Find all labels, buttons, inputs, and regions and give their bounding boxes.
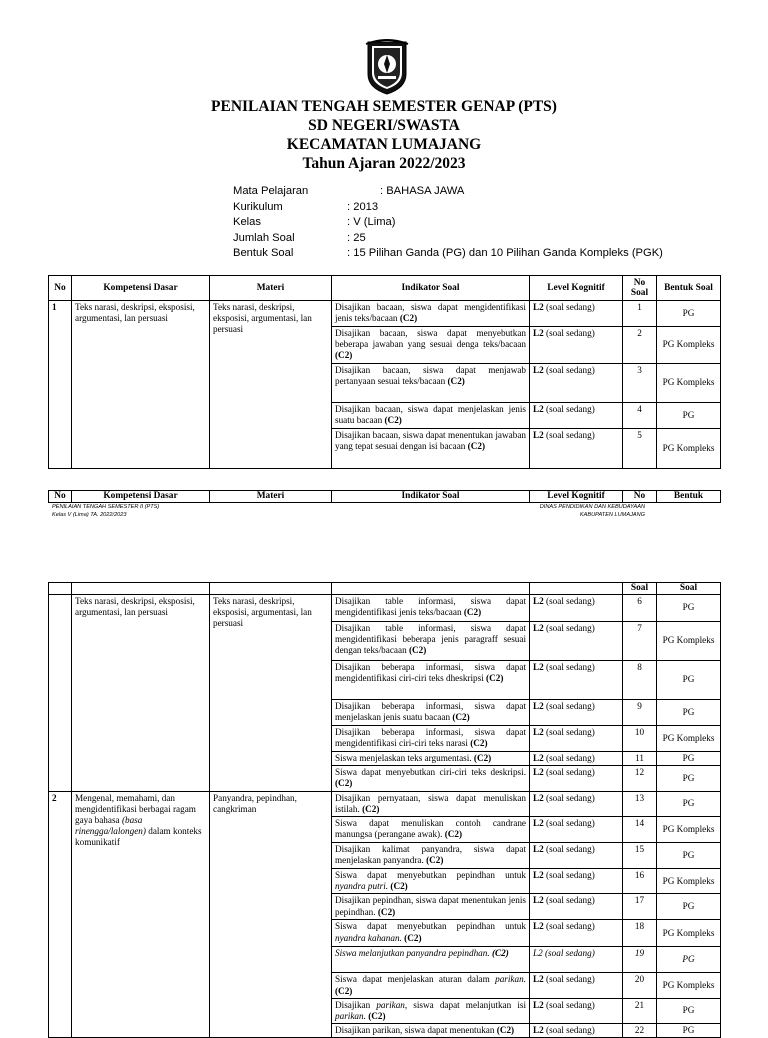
level-text: (soal sedang) [546,870,595,881]
indicator-text: Disajikan kalimat panyandra, siswa dapat menjelaskan panyandra. [335,844,526,866]
question-number-cell: 17 [623,894,657,920]
indicator-text: Siswa dapat menyebutkan ciri-ciri teks deskripsi. [335,767,526,778]
level-cell [530,791,623,816]
level-code: L2 [533,328,544,338]
level-code: L2 [533,753,544,763]
question-form-cell: PG [657,766,721,791]
question-number-cell: 11 [623,752,657,766]
level-text: (soal sedang) [546,701,595,711]
cognitive-code: (C2) [368,1011,386,1022]
question-form-cell: PG [657,403,721,429]
indicator-cell [332,700,530,726]
document-title-block [0,97,768,173]
indicator-text: Siswa dapat menuliskan contoh candrane manungsa (perangane awak). [335,818,526,840]
level-code: L2 [533,974,544,985]
header-kd: Kompetensi Dasar [72,276,210,301]
cognitive-code: (C2) [491,948,509,959]
question-form-cell: PG [657,700,721,726]
level-code: L2 [533,596,544,606]
competency-text: Mengenal, memahami, dan mengidentifikasi berbagai ragam gaya bahasa [75,792,196,826]
indicator-text: Disajikan pepindhan, siswa dapat menentukan jenis pepindhan. [335,895,526,917]
question-form-cell: PG Kompleks [657,973,721,998]
level-text: (soal sedang) [546,792,595,803]
level-text: (soal sedang) [546,753,595,763]
level-cell [530,622,623,661]
cognitive-code: (C2) [408,645,427,656]
level-text: (soal sedang) [546,662,595,672]
t2-header-indikator [332,583,530,595]
level-text: (soal sedang) [546,999,595,1010]
info-label-question-count: Jumlah Soal [233,231,295,244]
question-number-cell: 2 [623,327,657,364]
level-cell [530,726,623,752]
info-label-class: Kelas [233,216,261,229]
question-form-cell: PG [657,998,721,1023]
strip-materi: Materi [210,491,332,503]
question-number-cell: 16 [623,869,657,894]
level-code: L2 [533,1025,544,1036]
level-code: L2 [533,844,544,855]
info-value-curriculum: : 2013 [347,200,379,213]
title-line-3: KECAMATAN LUMAJANG [286,136,482,153]
cognitive-code: (C2) [463,607,482,618]
indicator-cell [332,817,530,843]
level-cell [530,998,623,1023]
table-row [49,301,721,327]
footer-left-line-2: Kelas V (Lima) TA. 2022/2023 [52,511,127,518]
lumajang-emblem-logo [364,38,410,96]
cognitive-code: (C2) [335,985,353,996]
level-cell [530,595,623,622]
question-number-cell: 19 [623,947,657,973]
indicator-cell [332,766,530,791]
indicator-cell [332,791,530,816]
indicator-text: Disajikan beberapa informasi, siswa dapat menjelaskan jenis suatu bacaan [335,701,526,723]
header-no: No [49,276,72,301]
competency-text: dalam konteks komunikatif [75,826,202,848]
indicator-cell [332,364,530,403]
question-number-cell: 6 [623,595,657,622]
level-cell [530,301,623,327]
question-form-cell: PG Kompleks [657,327,721,364]
cognitive-code: (C2) [470,738,488,749]
cognitive-code: (C2) [452,712,470,723]
level-code: L2 [533,365,544,375]
level-text: (soal sedang) [546,767,595,778]
indicator-cell [332,726,530,752]
info-label-question-form: Bentuk Soal [233,247,294,260]
question-grid-table-1 [48,275,721,469]
cognitive-code: (C2) [384,415,402,426]
indicator-cell [332,973,530,998]
question-form-cell: PG Kompleks [657,429,721,469]
indicator-cell [332,301,530,327]
strip-kd: Kompetensi Dasar [72,491,210,503]
cognitive-code: (C2) [444,829,463,840]
question-form-cell: PG Kompleks [657,726,721,752]
question-number-cell: 10 [623,726,657,752]
level-code: L2 [533,870,544,881]
material-cell: Teks narasi, deskripsi, eksposisi, argumentasi, lan persuasi [210,301,332,469]
level-code: L2 [533,302,544,312]
question-number-cell: 22 [623,1024,657,1038]
strip-no-soal: No [623,491,657,503]
info-label-curriculum: Kurikulum [233,200,283,213]
question-number-cell: 21 [623,998,657,1023]
indicator-cell [332,869,530,894]
cognitive-code: (C2) [496,1025,515,1036]
question-number-cell: 1 [623,301,657,327]
level-text: L2 (soal sedang) [533,948,595,959]
indicator-cell [332,661,530,700]
level-code: L2 [533,430,544,440]
indicator-cell [332,595,530,622]
level-text: (soal sedang) [546,974,595,985]
level-text: (soal sedang) [546,921,595,932]
info-value-question-count: : 25 [347,231,366,244]
indicator-italic-text: nyandra putri. [335,881,389,892]
level-cell [530,894,623,920]
indicator-cell [332,843,530,869]
t2-header-kd [72,583,210,595]
t2-header-materi [210,583,332,595]
indicator-italic-text: parikan [376,999,405,1010]
footer-left-line-1: PENILAIAN TENGAH SEMESTER II (PTS) [52,504,160,510]
question-form-cell: PG Kompleks [657,869,721,894]
row-number-cell: 2 [49,791,72,1038]
level-cell [530,1024,623,1038]
level-text: (soal sedang) [546,430,595,440]
level-text: (soal sedang) [546,365,595,375]
question-form-cell: PG [657,752,721,766]
level-cell [530,973,623,998]
level-cell [530,429,623,469]
indicator-cell [332,622,530,661]
competency-text: (basa rinengga/lalongen) [75,815,146,837]
indicator-text: , siswa dapat melanjutkan isi [404,999,526,1010]
header-no-soal: No Soal [623,276,657,301]
indicator-text: Disajikan bacaan, siswa dapat menjawab pertanyaan sesuai teks/bacaan [335,365,526,387]
indicator-italic-text: parikan. [495,974,526,985]
cognitive-code: (C2) [362,803,380,814]
level-cell [530,661,623,700]
strip-bentuk: Bentuk [657,491,721,503]
indicator-cell [332,403,530,429]
question-number-cell: 3 [623,364,657,403]
question-grid-table-2 [48,582,721,1038]
cognitive-code: (C2) [473,753,492,763]
t2-header-no [49,583,72,595]
indicator-italic-text: nyandra kahanan. [335,932,402,943]
level-text: (soal sedang) [546,1025,595,1036]
indicator-cell [332,947,530,973]
level-code: L2 [533,701,544,711]
level-cell [530,327,623,364]
strip-level: Level Kognitif [530,491,623,503]
question-number-cell: 9 [623,700,657,726]
indicator-text: Disajikan table informasi, siswa dapat mengidentifikasi beberapa jenis paragraff sesuai dengan teks/bacaan [335,623,526,656]
question-form-cell: PG [657,661,721,700]
table2-header-row [49,583,721,595]
level-text: (soal sedang) [546,727,595,737]
level-cell [530,364,623,403]
level-cell [530,700,623,726]
table-row [49,595,721,622]
table-row [49,791,721,816]
cognitive-code: (C2) [447,376,465,387]
question-form-cell: PG [657,843,721,869]
indicator-text: Siswa dapat menyebutkan pepindhan untuk [335,870,526,881]
level-text: (soal sedang) [546,623,595,633]
question-number-cell: 14 [623,817,657,843]
question-form-cell: PG Kompleks [657,364,721,403]
info-value-question-form: : 15 Pilihan Ganda (PG) dan 10 Pilihan Ganda Kompleks (PGK) [347,247,663,260]
level-cell [530,843,623,869]
cognitive-code: (C2) [335,350,353,361]
cognitive-code: (C2) [467,441,486,452]
question-form-cell: PG Kompleks [657,817,721,843]
indicator-text: Disajikan bacaan, siswa dapat mengidentifikasi jenis teks/bacaan [335,302,526,324]
level-code: L2 [533,921,544,932]
indicator-text: Disajikan bacaan, siswa dapat menjelaskan jenis suatu bacaan [335,404,526,426]
cognitive-code: (C2) [390,881,408,892]
t2-header-level [530,583,623,595]
indicator-text: Disajikan bacaan, siswa dapat menyebutkan beberapa jawaban yang sesuai denga teks/bacaan [335,328,526,350]
question-number-cell: 18 [623,920,657,947]
level-text: (soal sedang) [546,818,595,829]
level-code: L2 [533,662,544,672]
indicator-cell [332,998,530,1023]
question-form-cell: PG [657,894,721,920]
competency-cell: Teks narasi, deskripsi, eksposisi, argumentasi, lan persuasi [72,301,210,469]
footer-right-line-2: KABUPATEN LUMAJANG [579,511,645,518]
indicator-cell [332,429,530,469]
competency-cell [72,791,210,1038]
competency-cell: Teks narasi, deskripsi, eksposisi, argumentasi, lan persuasi [72,595,210,792]
header-materi: Materi [210,276,332,301]
title-line-2: SD NEGERI/SWASTA [308,117,460,134]
table-header-row [49,276,721,301]
indicator-cell [332,920,530,947]
level-cell [530,869,623,894]
indicator-text: Siswa dapat menjelaskan aturan dalam [335,974,496,985]
question-form-cell: PG [657,947,721,973]
indicator-text: Disajikan [335,999,377,1010]
question-number-cell: 15 [623,843,657,869]
level-code: L2 [533,767,544,778]
question-number-cell: 5 [623,429,657,469]
level-cell [530,752,623,766]
indicator-text: Disajikan parikan, siswa dapat menentukan [335,1025,495,1036]
info-value-subject: : BAHASA JAWA [380,185,465,197]
level-text: (soal sedang) [546,328,595,338]
level-text: (soal sedang) [546,844,595,855]
level-text: (soal sedang) [546,302,595,312]
level-code: L2 [533,999,544,1010]
info-label-subject: Mata Pelajaran [233,185,309,197]
t2-header-soal: Soal [623,583,657,595]
question-form-cell: PG Kompleks [657,920,721,947]
level-cell [530,947,623,973]
footer-right-line-1: DINAS PENDIDIKAN DAN KEBUDAYAAN [539,504,645,510]
cognitive-code: (C2) [486,673,504,684]
material-cell: Panyandra, pepindhan, cangkriman [210,791,332,1038]
indicator-text: Siswa menjelaskan teks argumentasi. [335,753,472,763]
question-form-cell: PG [657,791,721,816]
footer-left [52,504,159,519]
level-code: L2 [533,818,544,829]
level-text: (soal sedang) [546,895,595,906]
indicator-text: Disajikan beberapa informasi, siswa dapat mengidentifikasi ciri-ciri teks dheskripsi [335,662,526,684]
indicator-text: Disajikan beberapa informasi, siswa dapat mengidentifikasi ciri-ciri teks narasi [335,727,526,749]
cognitive-code: (C2) [335,778,353,789]
question-number-cell: 12 [623,766,657,791]
question-form-cell: PG [657,301,721,327]
question-number-cell: 4 [623,403,657,429]
cognitive-code: (C2) [377,906,396,917]
level-code: L2 [533,404,544,414]
info-value-class: : V (Lima) [347,216,396,229]
strip-indikator: Indikator Soal [332,491,530,503]
level-code: L2 [533,623,544,633]
footer-right [511,504,645,519]
indicator-italic-text: parikan. [335,1011,366,1022]
level-text: (soal sedang) [546,596,595,606]
header-bentuk: Bentuk Soal [657,276,721,301]
material-cell: Teks narasi, deskripsi, eksposisi, argumentasi, lan persuasi [210,595,332,792]
cognitive-code: (C2) [404,932,422,943]
level-code: L2 [533,727,544,737]
header-level: Level Kognitif [530,276,623,301]
level-cell [530,403,623,429]
indicator-text: Siswa dapat menyebutkan pepindhan untuk [335,921,526,932]
cognitive-code: (C2) [426,855,444,866]
indicator-text: Disajikan bacaan, siswa dapat menentukan jawaban yang tepat sesuai dengan isi bacaan [335,430,526,452]
level-cell [530,920,623,947]
level-text: (soal sedang) [546,404,595,414]
row-number-cell [49,595,72,792]
strip-no: No [49,491,72,503]
question-number-cell: 13 [623,791,657,816]
repeated-header-strip [48,490,721,503]
row-number-cell: 1 [49,301,72,469]
indicator-cell [332,752,530,766]
question-number-cell: 7 [623,622,657,661]
indicator-cell [332,1024,530,1038]
level-cell [530,766,623,791]
level-code: L2 [533,792,544,803]
title-line-4: Tahun Ajaran 2022/2023 [302,155,466,172]
indicator-text: Disajikan pernyataan, siswa dapat menuliskan istilah. [335,792,526,814]
indicator-text: Siswa melanjutkan panyandra pepindhan. [335,948,490,959]
header-indikator: Indikator Soal [332,276,530,301]
indicator-text: Disajikan table informasi, siswa dapat mengidentifikasi jenis teks/bacaan [335,596,526,618]
indicator-cell [332,894,530,920]
indicator-cell [332,327,530,364]
level-cell [530,817,623,843]
level-code: L2 [533,895,544,906]
question-form-cell: PG [657,1024,721,1038]
question-form-cell: PG [657,595,721,622]
title-line-1: PENILAIAN TENGAH SEMESTER GENAP (PTS) [211,98,557,115]
cognitive-code: (C2) [399,313,418,324]
question-number-cell: 8 [623,661,657,700]
t2-header-bentuk-soal: Soal [657,583,721,595]
question-form-cell: PG Kompleks [657,622,721,661]
question-number-cell: 20 [623,973,657,998]
